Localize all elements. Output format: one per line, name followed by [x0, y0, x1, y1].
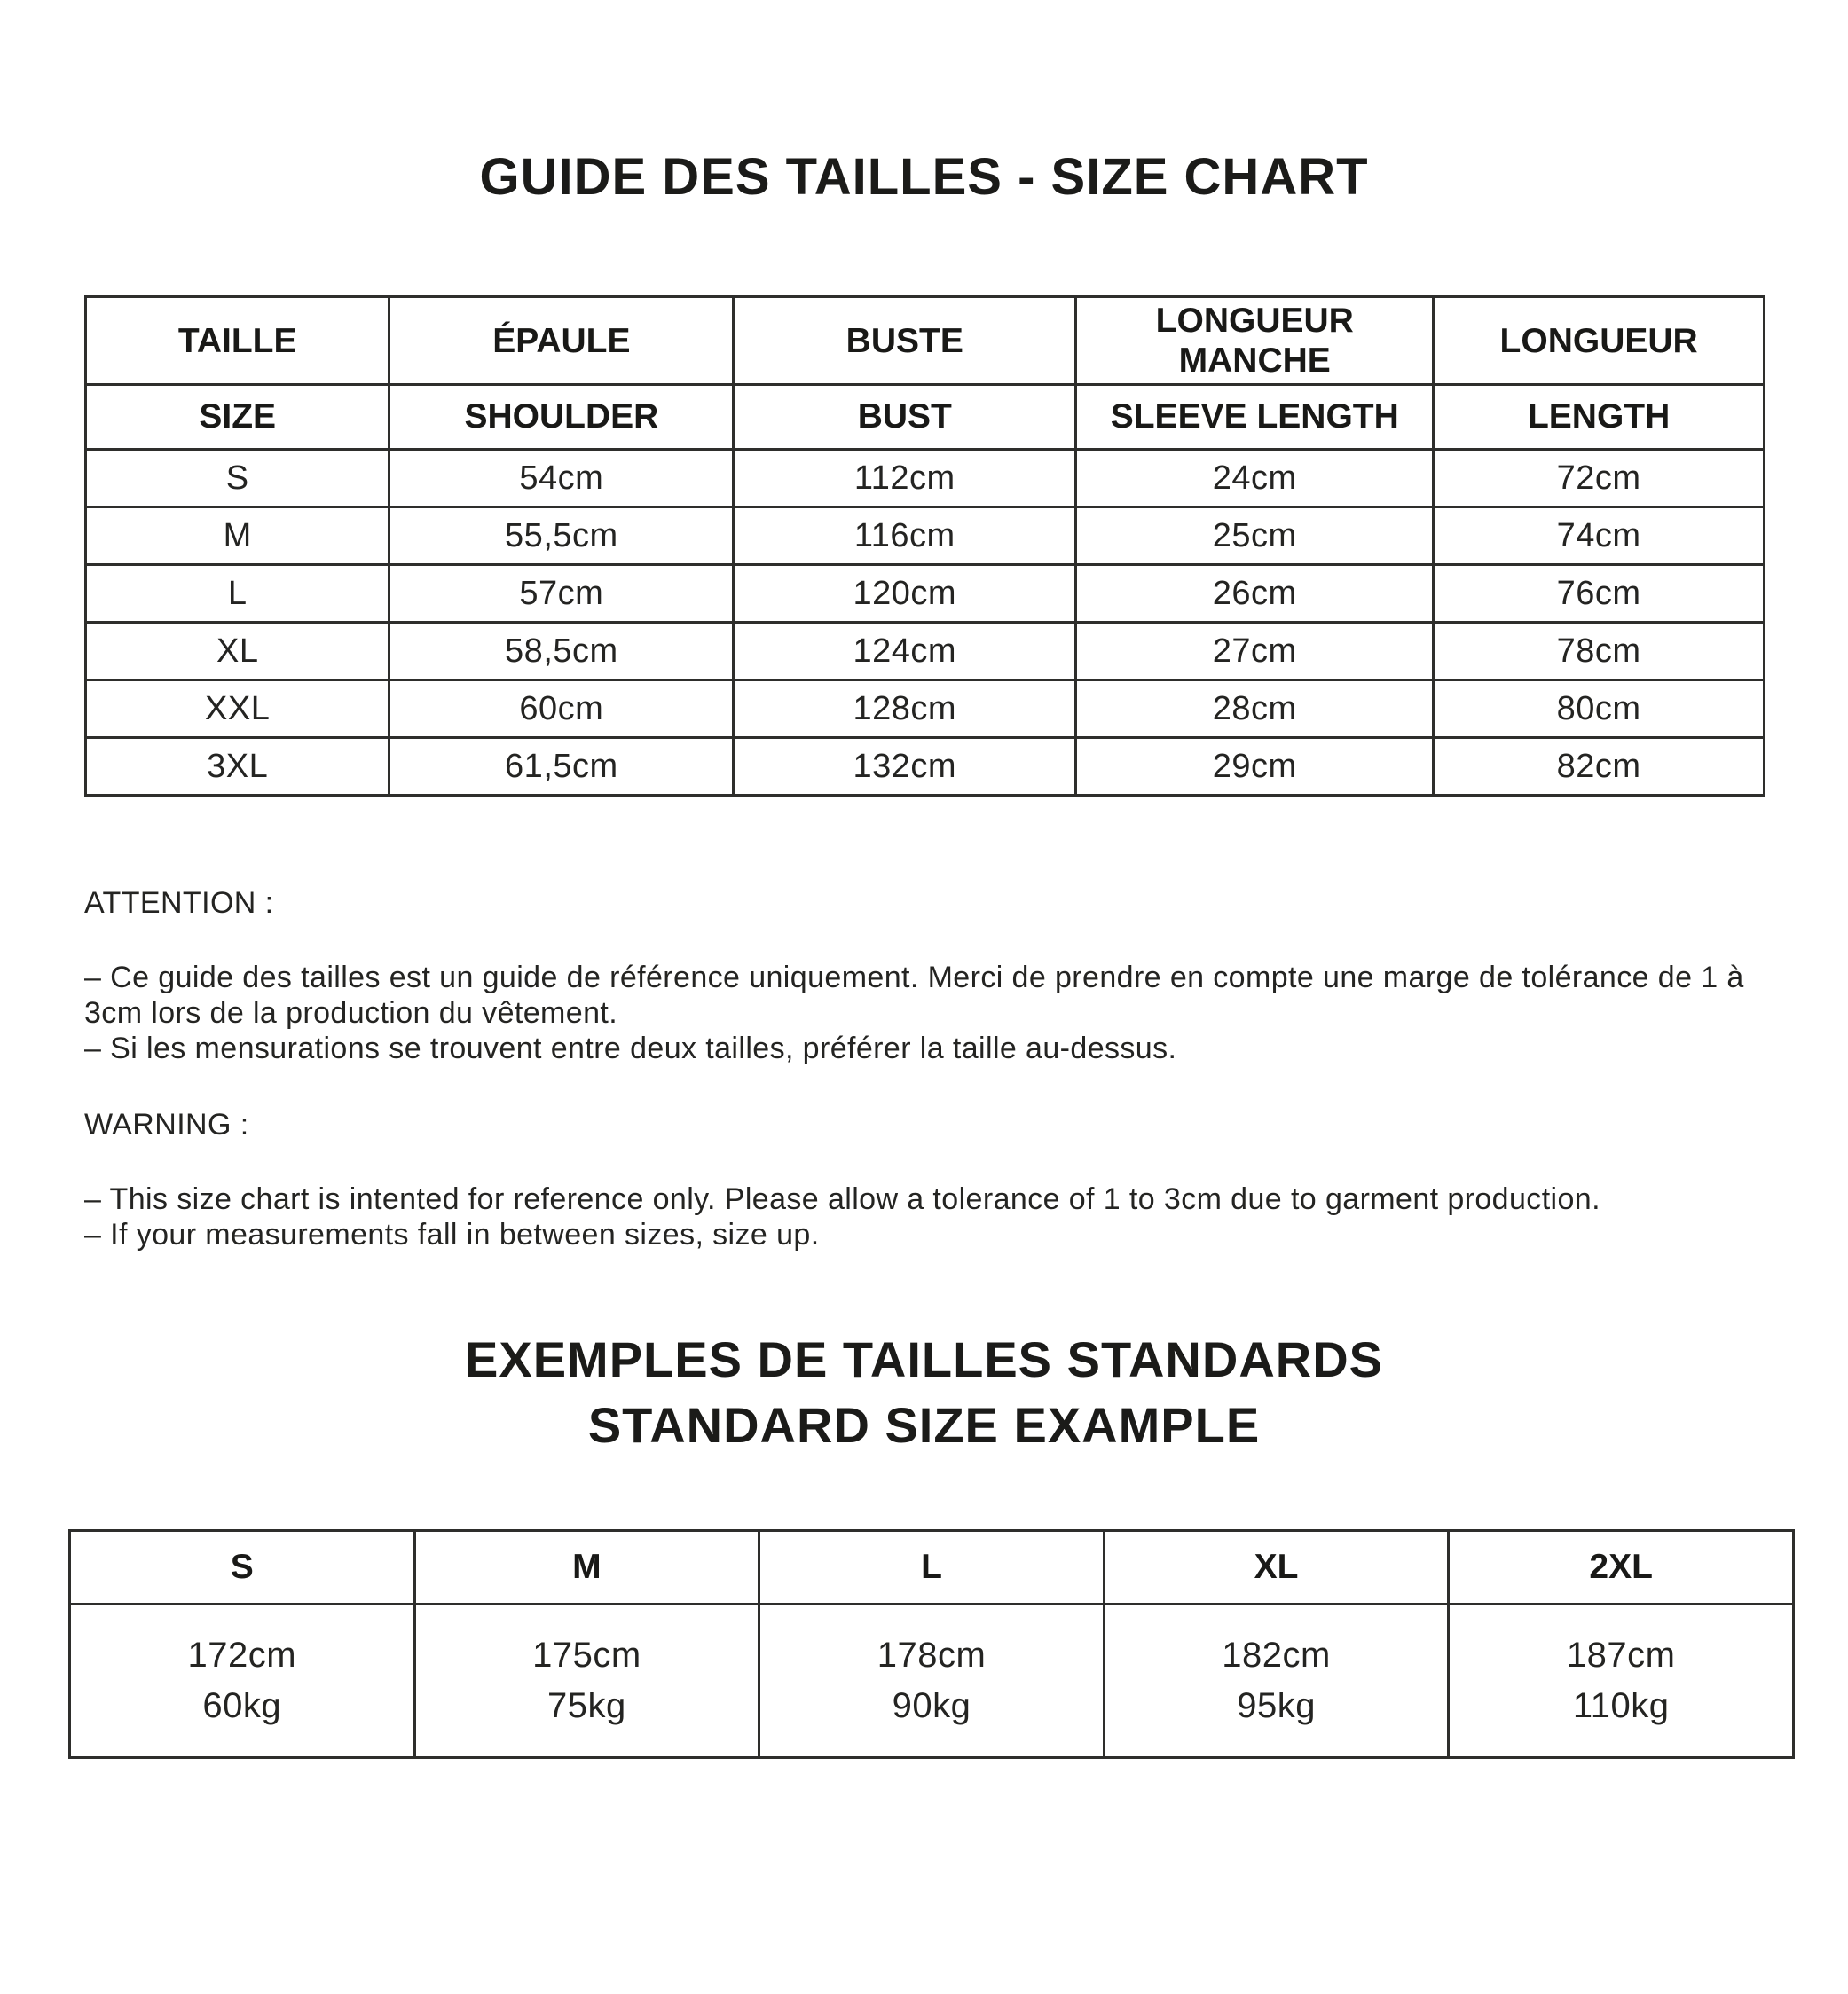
warning-item-1: – This size chart is intented for reference only. Please allow a tolerance of 1 to 3cm due to garment production. — [84, 1182, 1600, 1216]
standard-cell-2xl — [1449, 1605, 1794, 1758]
sleeve-length-value: 26cm — [1076, 565, 1434, 623]
standard-cell-s — [70, 1605, 415, 1758]
header-taille: TAILLE — [86, 297, 389, 385]
bust-value: 116cm — [734, 507, 1076, 565]
standard-header-2xl: 2XL — [1449, 1531, 1794, 1605]
height-value: 175cm — [532, 1636, 641, 1675]
standard-header-m: M — [414, 1531, 759, 1605]
size-row-m — [86, 507, 1765, 565]
shoulder-value: 57cm — [389, 565, 734, 623]
weight-value: 90kg — [892, 1686, 971, 1725]
page-title: GUIDE DES TAILLES - SIZE CHART — [479, 148, 1369, 206]
warning-items — [84, 1181, 1764, 1252]
header-size: SIZE — [86, 385, 389, 450]
size-row-xl — [86, 623, 1765, 680]
length-value: 78cm — [1434, 623, 1765, 680]
header-bust: BUST — [734, 385, 1076, 450]
bust-value: 124cm — [734, 623, 1076, 680]
size-row-l — [86, 565, 1765, 623]
standard-header-xl: XL — [1104, 1531, 1449, 1605]
standard-header-l: L — [759, 1531, 1105, 1605]
shoulder-value: 55,5cm — [389, 507, 734, 565]
weight-value: 110kg — [1572, 1686, 1670, 1725]
size-row-3xl — [86, 738, 1765, 796]
height-value: 172cm — [187, 1636, 297, 1675]
size-row-s — [86, 450, 1765, 507]
length-value: 72cm — [1434, 450, 1765, 507]
size-table-header-row-en — [86, 385, 1765, 450]
sleeve-length-value: 24cm — [1076, 450, 1434, 507]
attention-label: ATTENTION : — [84, 886, 274, 920]
height-value: 178cm — [877, 1636, 987, 1675]
size-label: 3XL — [86, 738, 389, 796]
size-label: XXL — [86, 680, 389, 738]
weight-value: 95kg — [1237, 1686, 1316, 1725]
length-value: 82cm — [1434, 738, 1765, 796]
attention-item-2: – Si les mensurations se trouvent entre deux tailles, préférer la taille au-dessus. — [84, 1032, 1177, 1065]
header-shoulder: SHOULDER — [389, 385, 734, 450]
size-table-header-row-fr — [86, 297, 1765, 385]
notes-section — [84, 885, 1764, 1252]
size-label: M — [86, 507, 389, 565]
attention-item-1: – Ce guide des tailles est un guide de référence uniquement. Merci de prendre en compte une marge de tolérance de 1 à 3cm lors de la production du vêtement. — [84, 961, 1744, 1030]
weight-value: 75kg — [547, 1686, 626, 1725]
warning-item-2: – If your measurements fall in between sizes, size up. — [84, 1218, 820, 1252]
length-value: 80cm — [1434, 680, 1765, 738]
height-value: 187cm — [1566, 1636, 1676, 1675]
sleeve-length-value: 29cm — [1076, 738, 1434, 796]
standard-cell-xl — [1104, 1605, 1449, 1758]
size-label: L — [86, 565, 389, 623]
sleeve-length-value: 27cm — [1076, 623, 1434, 680]
standard-header-s: S — [70, 1531, 415, 1605]
standard-size-values-row — [70, 1605, 1794, 1758]
examples-title-line-fr: EXEMPLES DE TAILLES STANDARDS — [464, 1331, 1383, 1387]
header-longueur-manche: LONGUEUR MANCHE — [1076, 297, 1434, 385]
header-length: LENGTH — [1434, 385, 1765, 450]
length-value: 76cm — [1434, 565, 1765, 623]
sleeve-length-value: 28cm — [1076, 680, 1434, 738]
size-label: XL — [86, 623, 389, 680]
shoulder-value: 58,5cm — [389, 623, 734, 680]
examples-title — [0, 1327, 1848, 1458]
sleeve-length-value: 25cm — [1076, 507, 1434, 565]
attention-items — [84, 960, 1764, 1066]
size-chart-table — [84, 295, 1765, 797]
standard-cell-l — [759, 1605, 1105, 1758]
bust-value: 128cm — [734, 680, 1076, 738]
header-longueur: LONGUEUR — [1434, 297, 1765, 385]
bust-value: 120cm — [734, 565, 1076, 623]
header-sleeve-length: SLEEVE LENGTH — [1076, 385, 1434, 450]
bust-value: 132cm — [734, 738, 1076, 796]
height-value: 182cm — [1222, 1636, 1331, 1675]
examples-title-line-en: STANDARD SIZE EXAMPLE — [587, 1397, 1261, 1453]
weight-value: 60kg — [202, 1686, 282, 1725]
shoulder-value: 54cm — [389, 450, 734, 507]
length-value: 74cm — [1434, 507, 1765, 565]
warning-label: WARNING : — [84, 1108, 249, 1142]
shoulder-value: 61,5cm — [389, 738, 734, 796]
header-buste: BUSTE — [734, 297, 1076, 385]
header-epaule: ÉPAULE — [389, 297, 734, 385]
size-label: S — [86, 450, 389, 507]
standard-cell-m — [414, 1605, 759, 1758]
standard-size-header-row — [70, 1531, 1794, 1605]
standard-size-table — [68, 1529, 1795, 1759]
bust-value: 112cm — [734, 450, 1076, 507]
size-row-xxl — [86, 680, 1765, 738]
shoulder-value: 60cm — [389, 680, 734, 738]
